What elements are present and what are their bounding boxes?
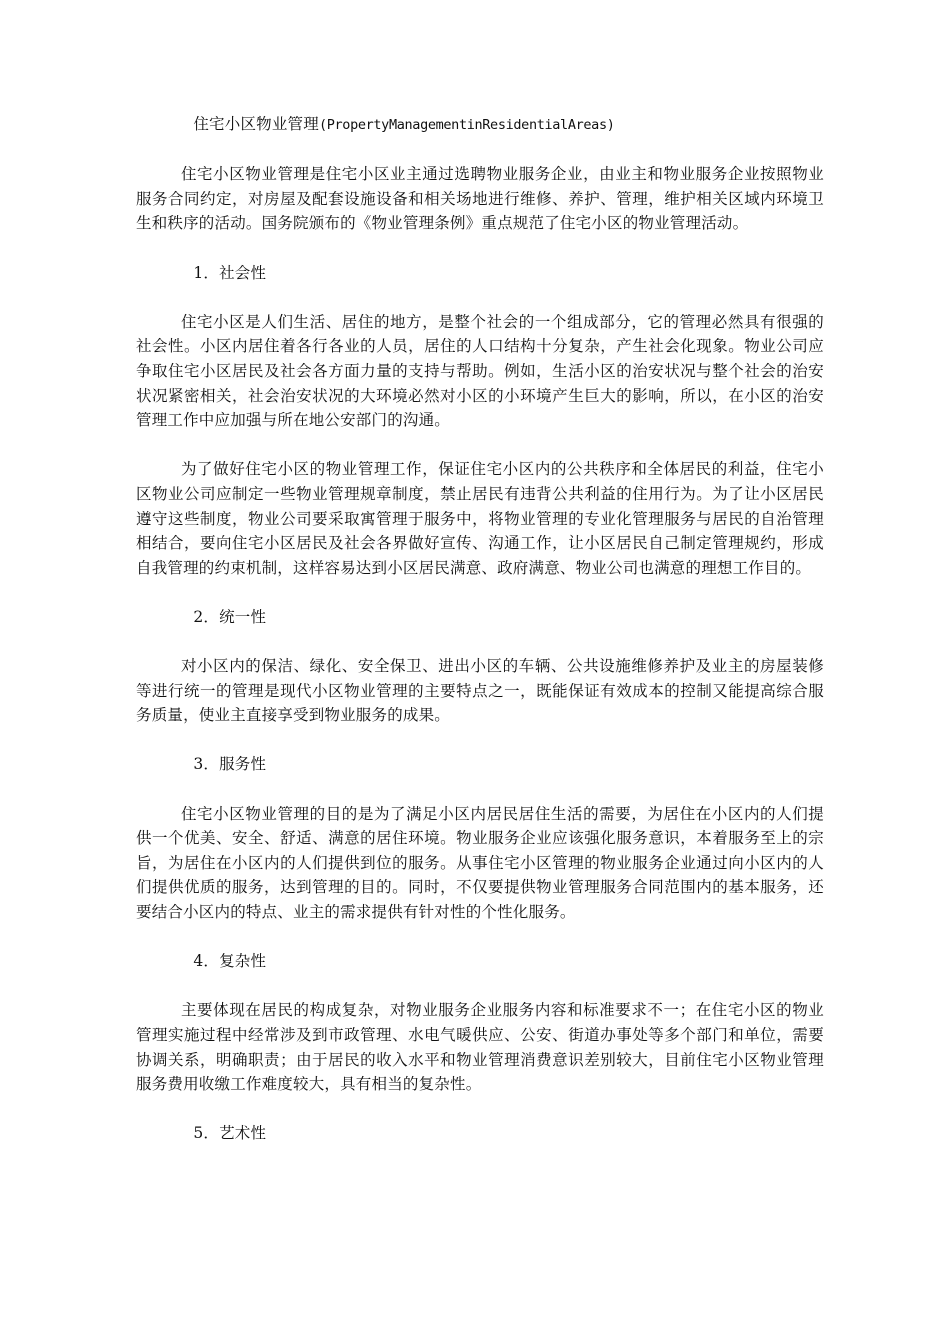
section-heading-complexity: 4．复杂性 <box>193 952 267 971</box>
section-paragraph: 为了做好住宅小区的物业管理工作，保证住宅小区内的公共秩序和全体居民的利益，住宅小区物业公司应制定一些物业管理规章制度，禁止居民有违背公共利益的住用行为。为了让小区居民遵守这些制度，物业公司要采取寓管理于服务中，将物业管理的专业化管理服务与居民的自治管理相结合，要向住宅小区居民及社会各界做好宣传、沟通工作，让小区居民自己制定管理规约，形成自我管理的约束机制，这样容易达到小区居民满意、政府满意、物业公司也满意的理想工作目的。 <box>136 460 824 577</box>
section-heading-service: 3．服务性 <box>193 755 267 774</box>
section-paragraph: 主要体现在居民的构成复杂，对物业服务企业服务内容和标准要求不一；在住宅小区的物业管理实施过程中经常涉及到市政管理、水电气暖供应、公安、街道办事处等多个部门和单位，需要协调关系，明确职责；由于居民的收入水平和物业管理消费意识差别较大，目前住宅小区物业管理服务费用收缴工作难度较大，具有相当的复杂性。 <box>136 1001 824 1094</box>
section-paragraph: 住宅小区物业管理的目的是为了满足小区内居民居住生活的需要，为居住在小区内的人们提供一个优美、安全、舒适、满意的居住环境。物业服务企业应该强化服务意识，本着服务至上的宗旨，为居住在小区内的人们提供到位的服务。从事住宅小区管理的物业服务企业通过向小区内的人们提供优质的服务，达到管理的目的。同时，不仅要提供物业管理服务合同范围内的基本服务，还要结合小区内的特点、业主的需求提供有针对性的个性化服务。 <box>136 804 824 921</box>
intro-paragraph: 住宅小区物业管理是住宅小区业主通过选聘物业服务企业，由业主和物业服务企业按照物业服务合同约定，对房屋及配套设施设备和相关场地进行维修、养护、管理，维护相关区域内环境卫生和秩序的活动。国务院颁布的《物业管理条例》重点规范了住宅小区的物业管理活动。 <box>136 165 824 233</box>
section-paragraph: 住宅小区是人们生活、居住的地方，是整个社会的一个组成部分，它的管理必然具有很强的社会性。小区内居住着各行各业的人员，居住的人口结构十分复杂，产生社会化现象。物业公司应争取住宅小区居民及社会各方面力量的支持与帮助。例如，生活小区的治安状况与整个社会的治安状况紧密相关，社会治安状况的大环境必然对小区的小环境产生巨大的影响，所以，在小区的治安管理工作中应加强与所在地公安部门的沟通。 <box>136 312 824 430</box>
section-heading-unity: 2．统一性 <box>193 607 267 626</box>
section-heading-social: 1．社会性 <box>193 263 267 282</box>
document-title <box>136 112 824 138</box>
title-chinese: 住宅小区物业管理 <box>193 115 319 133</box>
title-english: (PropertyManagementinResidentialAreas) <box>318 117 615 133</box>
document-body <box>136 112 824 1171</box>
section-heading-artistry: 5．艺术性 <box>193 1124 267 1143</box>
section-paragraph: 对小区内的保洁、绿化、安全保卫、进出小区的车辆、公共设施维修养护及业主的房屋装修等进行统一的管理是现代小区物业管理的主要特点之一，既能保证有效成本的控制又能提高综合服务质量，使业主直接享受到物业服务的成果。 <box>136 657 824 725</box>
